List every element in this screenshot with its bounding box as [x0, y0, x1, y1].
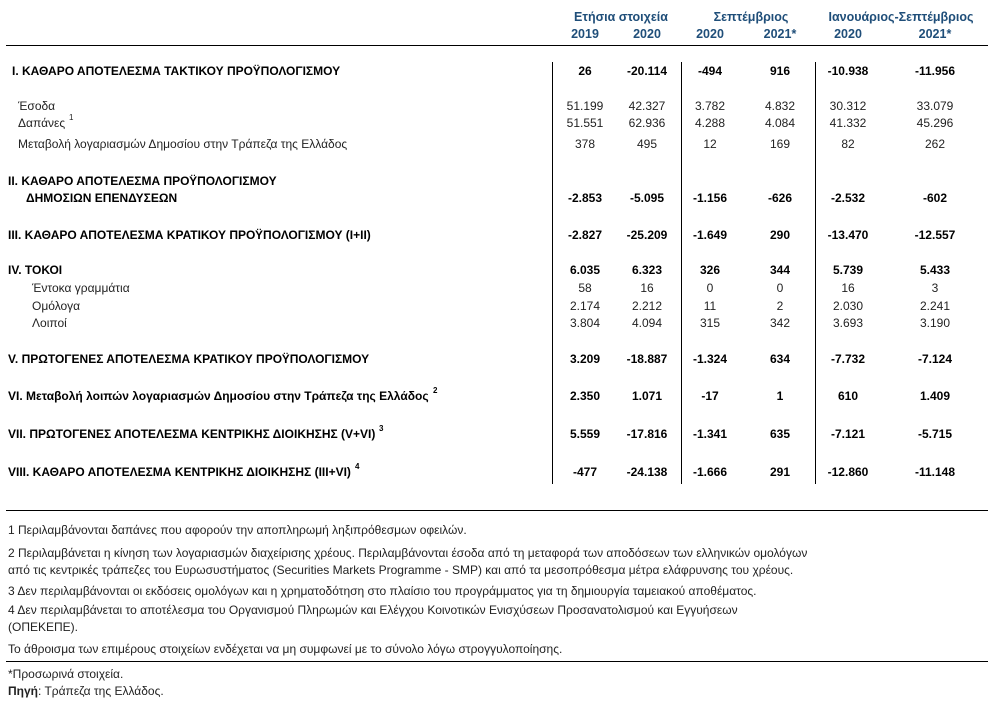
row-value: 4.832: [764, 99, 796, 113]
row-value: -10.938: [827, 64, 869, 78]
row-value: -2.827: [567, 228, 603, 242]
row-value: -494: [697, 64, 723, 78]
row-label: V. ΠΡΩΤΟΓΕΝΕΣ ΑΠΟΤΕΛΕΣΜΑ ΚΡΑΤΙΚΟΥ ΠΡΟΫΠΟΛΟΓΙΣΜΟΥ: [8, 352, 370, 366]
row-label: IV. ΤΟΚΟΙ: [8, 263, 63, 277]
row-value: -626: [767, 191, 793, 205]
row-value: -7.121: [830, 427, 866, 441]
row-value: 315: [699, 316, 721, 330]
row-value: 11: [703, 299, 717, 313]
row-value: 3.782: [694, 99, 726, 113]
row-value: 378: [574, 137, 596, 151]
row-value: 26: [578, 64, 592, 78]
row-label: III. ΚΑΘΑΡΟ ΑΠΟΤΕΛΕΣΜΑ ΚΡΑΤΙΚΟΥ ΠΡΟΫΠΟΛΟΓΙΣΜΟΥ (I+II): [8, 228, 371, 242]
footnote-line: Το άθροισμα των επιμέρους στοιχείων ενδέχεται να μη συμφωνεί με το σύνολο λόγω στρογγυλοποίησης.: [8, 642, 563, 656]
row-label: II. ΚΑΘΑΡΟ ΑΠΟΤΕΛΕΣΜΑ ΠΡΟΫΠΟΛΟΓΙΣΜΟΥ: [8, 174, 277, 188]
row-value: -17.816: [626, 427, 668, 441]
row-value: 45.296: [916, 116, 954, 130]
row-value: 58: [578, 281, 592, 295]
row-value: 290: [769, 228, 791, 242]
table-row: [0, 64, 998, 80]
row-value: -7.124: [917, 352, 953, 366]
row-value: 262: [924, 137, 946, 151]
footnote-line: 1 Περιλαμβάνονται δαπάνες που αφορούν την αποπληρωμή ληξιπρόθεσμων οφειλών.: [8, 523, 467, 537]
row-value: -1.324: [692, 352, 728, 366]
row-value: -20.114: [626, 64, 668, 78]
row-value: 4.084: [764, 116, 796, 130]
row-value: 3.693: [832, 316, 864, 330]
header-year: 2020: [696, 27, 724, 41]
row-value: 0: [776, 281, 784, 295]
row-value: -1.649: [692, 228, 728, 242]
table-row: [0, 281, 998, 297]
table-row: [0, 424, 998, 443]
row-value: 495: [636, 137, 658, 151]
row-value: 5.739: [832, 263, 864, 277]
footnotes-separator: [6, 661, 988, 662]
row-value: -17: [701, 389, 719, 403]
row-value: -5.095: [629, 191, 665, 205]
table-row: [0, 174, 998, 205]
header-year: 2021*: [763, 27, 797, 41]
header-underline: [6, 45, 988, 46]
source-note: [8, 684, 164, 698]
row-value: 2: [776, 299, 784, 313]
table-bottom-line: [6, 510, 988, 511]
row-value: -11.956: [914, 64, 956, 78]
row-value: 634: [769, 352, 791, 366]
table-row: [0, 386, 998, 405]
row-label: Ομόλογα: [32, 299, 81, 313]
row-value: -11.148: [914, 465, 956, 479]
footnote-line: (ΟΠΕΚΕΠΕ).: [8, 620, 79, 634]
row-value: -2.532: [830, 191, 866, 205]
row-value: 16: [841, 281, 855, 295]
row-value: 33.079: [916, 99, 954, 113]
row-value: 2.212: [631, 299, 663, 313]
row-value: 344: [769, 263, 791, 277]
source-text: : Τράπεζα της Ελλάδος.: [38, 684, 164, 698]
header-group-jan-sep: Ιανουάριος-Σεπτέμβριος: [828, 10, 974, 24]
row-value: 4.288: [694, 116, 726, 130]
table-row: [0, 316, 998, 332]
row-value: 5.433: [919, 263, 951, 277]
row-value: -1.156: [692, 191, 728, 205]
row-value: 291: [769, 465, 791, 479]
row-value: -24.138: [626, 465, 668, 479]
row-label: Μεταβολή λογαριασμών Δημοσίου στην Τράπεζα της Ελλάδος: [18, 137, 348, 151]
row-label: Λοιποί: [32, 316, 67, 330]
header-year: 2020: [834, 27, 862, 41]
row-value: 62.936: [628, 116, 666, 130]
row-value: 2.350: [569, 389, 601, 403]
row-value: -1.666: [692, 465, 728, 479]
row-value: 4.094: [631, 316, 663, 330]
row-value: 5.559: [569, 427, 601, 441]
table-row: [0, 263, 998, 279]
row-label: Έντοκα γραμμάτια: [32, 281, 130, 295]
row-value: 916: [769, 64, 791, 78]
row-label: Έσοδα: [18, 99, 56, 113]
footnote-marker: 2: [433, 386, 438, 395]
row-value: 2.174: [569, 299, 601, 313]
row-value: 2.030: [832, 299, 864, 313]
row-value: 30.312: [829, 99, 867, 113]
header-year: 2021*: [918, 27, 952, 41]
row-value: -18.887: [626, 352, 668, 366]
row-value: 12: [703, 137, 717, 151]
provisional-note: *Προσωρινά στοιχεία.: [8, 667, 124, 681]
footnote-marker: 3: [379, 424, 384, 433]
row-value: -602: [922, 191, 948, 205]
table-row: [0, 113, 998, 132]
footnote-line: από τις κεντρικές τράπεζες του Ευρωσυστήματος (Securities Markets Programme - SMP) και από τα μεσοπρόθεσμα μέτρα ελάφρυνσης του χρέους.: [8, 563, 794, 577]
row-value: 3: [931, 281, 939, 295]
row-value: -25.209: [626, 228, 668, 242]
row-value: 0: [706, 281, 714, 295]
row-label: I. ΚΑΘΑΡΟ ΑΠΟΤΕΛΕΣΜΑ ΤΑΚΤΙΚΟΥ ΠΡΟΫΠΟΛΟΓΙΣΜΟΥ: [12, 64, 341, 78]
row-value: -1.341: [692, 427, 728, 441]
row-value: 635: [769, 427, 791, 441]
row-label: VIII. ΚΑΘΑΡΟ ΑΠΟΤΕΛΕΣΜΑ ΚΕΝΤΡΙΚΗΣ ΔΙΟΙΚΗΣΗΣ (III+VI): [8, 465, 351, 479]
source-label: Πηγή: [8, 684, 38, 698]
footnote-marker: 1: [69, 113, 74, 122]
row-value: 42.327: [628, 99, 666, 113]
row-label-continued: ΔΗΜΟΣΙΩΝ ΕΠΕΝΔΥΣΕΩΝ: [26, 191, 178, 205]
row-value: 51.199: [566, 99, 604, 113]
table-row: [0, 228, 998, 244]
header-group-september: Σεπτέμβριος: [713, 10, 789, 24]
header-year: 2019: [571, 27, 599, 41]
row-label: Δαπάνες: [18, 116, 66, 130]
row-value: 326: [699, 263, 721, 277]
table-row: [0, 299, 998, 315]
row-value: -13.470: [827, 228, 869, 242]
row-value: 82: [841, 137, 855, 151]
footnote-line: 4 Δεν περιλαμβάνεται το αποτέλεσμα του Οργανισμού Πληρωμών και Ελέγχου Κοινοτικών Ενισχύσεων Προσανατολισμού και Εγγυήσεων: [8, 603, 738, 617]
table-row: [0, 462, 998, 481]
row-value: -7.732: [830, 352, 866, 366]
row-value: 1.409: [919, 389, 951, 403]
row-value: 16: [640, 281, 654, 295]
footnote-line: 2 Περιλαμβάνεται η κίνηση των λογαριασμών διαχείρισης χρέους. Περιλαμβάνονται έσοδα από τη μεταφορά των αποδόσεων των ελληνικών ομολόγων: [8, 546, 808, 560]
row-label: VII. ΠΡΩΤΟΓΕΝΕΣ ΑΠΟΤΕΛΕΣΜΑ ΚΕΝΤΡΙΚΗΣ ΔΙΟΙΚΗΣΗΣ (V+VI): [8, 427, 376, 441]
row-value: -477: [572, 465, 598, 479]
row-value: 51.551: [566, 116, 604, 130]
row-value: -12.557: [914, 228, 956, 242]
header-group-annual: Ετήσια στοιχεία: [574, 10, 668, 24]
footnote-marker: 4: [355, 462, 360, 471]
table-row: [0, 99, 998, 115]
row-value: 41.332: [829, 116, 867, 130]
row-value: 1.071: [631, 389, 663, 403]
row-value: 169: [769, 137, 791, 151]
row-value: 3.190: [919, 316, 951, 330]
table-row: [0, 137, 998, 153]
header-year: 2020: [633, 27, 661, 41]
row-value: 6.323: [631, 263, 663, 277]
row-value: 342: [769, 316, 791, 330]
row-value: -12.860: [827, 465, 869, 479]
row-value: -5.715: [917, 427, 953, 441]
row-value: 3.209: [569, 352, 601, 366]
row-value: 610: [837, 389, 859, 403]
row-label: VI. Μεταβολή λοιπών λογαριασμών Δημοσίου στην Τράπεζα της Ελλάδος: [8, 389, 429, 403]
row-value: 6.035: [569, 263, 601, 277]
table-row: [0, 352, 998, 368]
row-value: 3.804: [569, 316, 601, 330]
footnote-line: 3 Δεν περιλαμβάνονται οι εκδόσεις ομολόγων και η χρηματοδότηση στο πλαίσιο του προγράμματος για τη δημιουργία ταμειακού αποθέματος.: [8, 584, 757, 598]
row-value: 1: [776, 389, 784, 403]
row-value: 2.241: [919, 299, 951, 313]
row-value: -2.853: [567, 191, 603, 205]
